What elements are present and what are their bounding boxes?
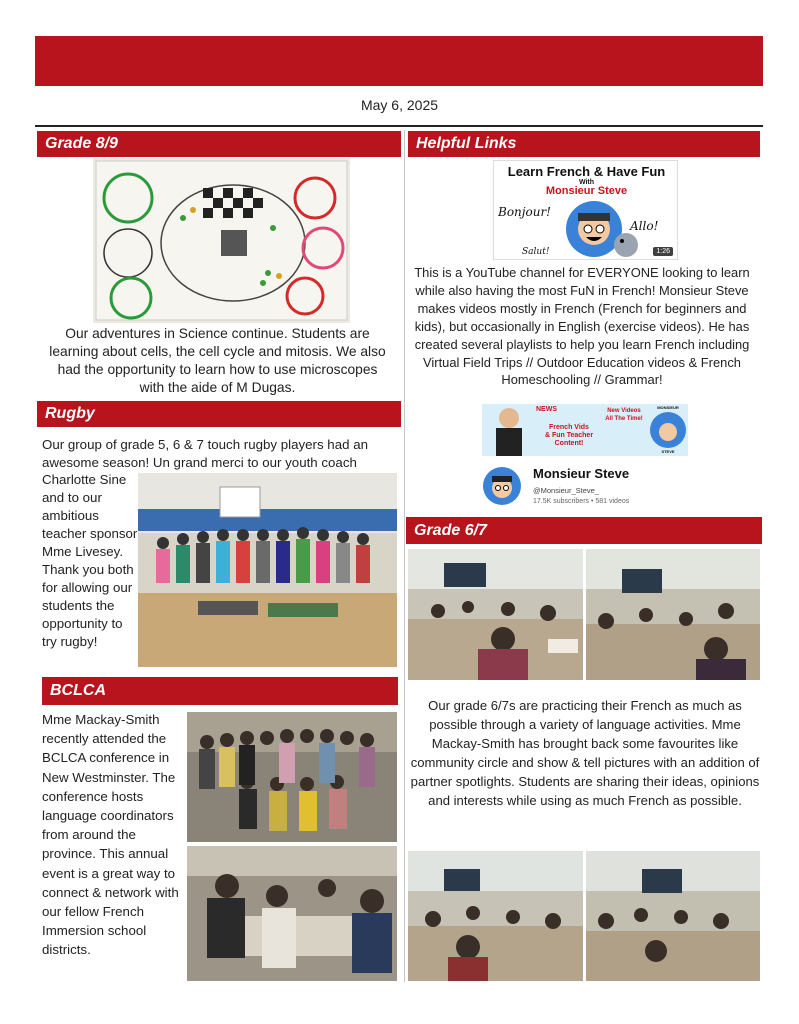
science-poster-photo xyxy=(93,158,350,323)
thumbnail-word-allo: Allo! xyxy=(630,219,659,233)
section-title-bclca: BCLCA xyxy=(42,677,398,705)
conference-group-photo xyxy=(187,712,397,842)
banner-line2: & Fun Teacher xyxy=(544,432,594,439)
banner-news-logo: NEWS xyxy=(536,406,557,413)
rugby-intro-text: Our group of grade 5, 6 & 7 touch rugby players had an awesome season! Un grand merci to our youth coach xyxy=(42,437,368,470)
channel-banner-person-icon xyxy=(486,404,532,456)
badge-top-text: MONSIEUR xyxy=(657,405,679,410)
issue-date: May 6, 2025 xyxy=(360,97,439,113)
header-rule xyxy=(35,125,763,127)
thumbnail-word-bonjour: Bonjour! xyxy=(498,205,552,219)
video-duration-badge: 1:26 xyxy=(653,247,673,256)
banner-line3: Content! xyxy=(554,440,584,447)
badge-bottom-text: STEVE xyxy=(661,449,675,454)
classroom-photo-4 xyxy=(586,851,760,981)
banner-side1: New Videos xyxy=(607,408,641,414)
cartoon-elephant-icon xyxy=(612,227,640,259)
rugby-team-photo xyxy=(138,473,397,667)
channel-card[interactable] xyxy=(482,462,682,510)
helpful-links-text: This is a YouTube channel for EVERYONE looking to learn while also having the most FuN in French! Monsieur Steve makes videos mostly in French (French for beginners and kids), but occasionally in English (exercise videos). He has created several playlists to help you learn French including Virtual Field Trips // Outdoor Education videos & French Homeschooling // Grammar! xyxy=(414,265,750,388)
masthead-banner xyxy=(35,36,763,86)
grade89-text: Our adventures in Science continue. Students are learning about cells, the cell cycle and mitosis. We also had the opportunity to learn how to use microscopes with the aide of M Dugas. xyxy=(49,326,386,395)
section-title-rugby: Rugby xyxy=(37,401,401,427)
section-title-helpful-links: Helpful Links xyxy=(408,131,760,157)
channel-avatar xyxy=(482,466,522,506)
grade67-text: Our grade 6/7s are practicing their French as much as possible through a variety of language activities. Mme Mackay-Smith has brought back some favourites like community circle and show & tell pictures with an addition of partner spotlights. Students are sharing their ideas, opinions and interests while using as much French as possible. xyxy=(410,698,760,808)
thumbnail-with: With xyxy=(578,179,595,186)
channel-banner[interactable] xyxy=(482,404,688,456)
section-title-grade89: Grade 8/9 xyxy=(37,131,401,157)
channel-name[interactable]: Monsieur Steve xyxy=(533,466,630,481)
rugby-side-text: Charlotte Sine and to our ambitious teacher sponsor Mme Livesey. Thank you both for allowing our students the opportunity to try rugby! xyxy=(42,472,138,649)
thumbnail-title: Learn French & Have Fun xyxy=(507,164,666,179)
conference-workshop-photo xyxy=(187,846,397,981)
thumbnail-name: Monsieur Steve xyxy=(545,185,628,197)
bclca-text: Mme Mackay-Smith recently attended the BCLCA conference in New Westminster. The conference hosts language coordinators from around the province. This annual event is a great way to connect & network with our fellow French Immersion school districts. xyxy=(42,712,179,958)
banner-line1: French Vids xyxy=(549,424,589,431)
banner-side2: All The Time! xyxy=(605,416,643,422)
section-title-grade67: Grade 6/7 xyxy=(406,517,762,544)
channel-badge-icon xyxy=(648,410,688,450)
classroom-photo-3 xyxy=(408,851,583,981)
channel-stats: 17.5K subscribers • 581 videos xyxy=(533,498,630,505)
channel-handle: @Monsieur_Steve_ xyxy=(533,486,599,495)
classroom-photo-1 xyxy=(408,549,583,680)
thumbnail-word-salut: Salut! xyxy=(522,247,550,257)
classroom-photo-2 xyxy=(586,549,760,680)
youtube-thumbnail[interactable] xyxy=(493,160,678,260)
column-divider xyxy=(404,130,405,982)
